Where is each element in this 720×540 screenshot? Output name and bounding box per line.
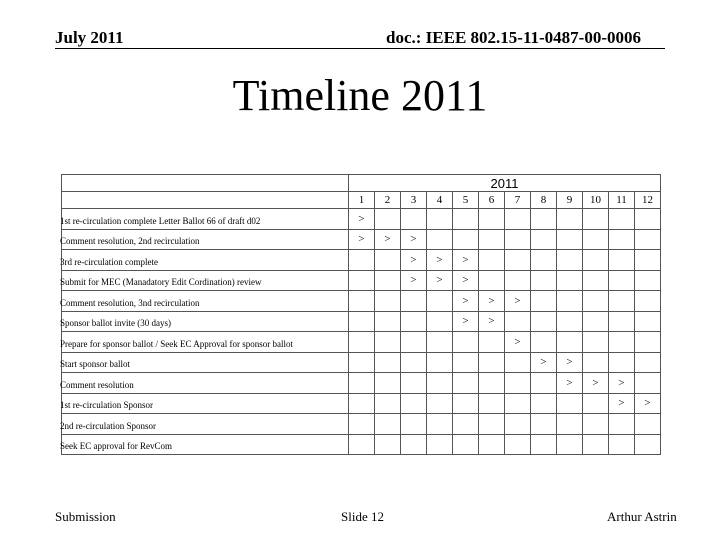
month-cell [609, 270, 635, 291]
month-cell [557, 270, 583, 291]
month-cell [375, 291, 401, 312]
month-cell [635, 229, 661, 250]
month-cell [349, 311, 375, 332]
month-header-11: 11 [609, 192, 635, 209]
month-cell: > [401, 250, 427, 271]
month-cell [583, 393, 609, 414]
month-cell [401, 352, 427, 373]
month-cell [453, 393, 479, 414]
task-label: 1st re-circulation Sponsor [60, 400, 153, 410]
month-cell [531, 311, 557, 332]
month-cell [583, 291, 609, 312]
month-cell: > [479, 311, 505, 332]
month-header-7: 7 [505, 192, 531, 209]
month-cell [453, 332, 479, 353]
month-cell [479, 332, 505, 353]
month-header-5: 5 [453, 192, 479, 209]
header-doc-id: doc.: IEEE 802.15-11-0487-00-0006 [386, 28, 641, 47]
month-cell: > [453, 291, 479, 312]
month-cell [531, 434, 557, 455]
month-cell [635, 209, 661, 230]
month-cell [401, 291, 427, 312]
slide-title: Timeline 2011 [232, 71, 488, 120]
task-label: Submit for MEC (Manadatory Edit Cordination) review [60, 277, 262, 287]
task-label: Prepare for sponsor ballot / Seek EC Approval for sponsor ballot [60, 338, 293, 349]
month-cell [349, 270, 375, 291]
month-cell: > [427, 270, 453, 291]
month-cell [531, 393, 557, 414]
month-blank-cell [62, 192, 349, 209]
month-cell [401, 373, 427, 394]
month-cell [635, 434, 661, 455]
month-cell [505, 209, 531, 230]
footer-author: Arthur Astrin [607, 509, 677, 524]
month-header-2: 2 [375, 192, 401, 209]
month-cell [583, 414, 609, 435]
month-cell [531, 270, 557, 291]
month-cell [609, 414, 635, 435]
table-row [62, 352, 661, 373]
header-blank-cell [62, 175, 349, 192]
month-cell [505, 414, 531, 435]
month-cell [557, 434, 583, 455]
month-cell: > [453, 311, 479, 332]
month-cell: > [401, 229, 427, 250]
task-label: Comment resolution, 3nd recirculation [60, 297, 200, 308]
task-label: Comment resolution, 2nd recirculation [60, 236, 200, 246]
table-row [62, 209, 661, 230]
month-cell [427, 291, 453, 312]
month-cell [609, 291, 635, 312]
task-cell [62, 393, 349, 414]
month-cell [479, 229, 505, 250]
month-cell: > [349, 229, 375, 250]
month-cell [557, 393, 583, 414]
task-cell [62, 373, 349, 394]
task-label: 3rd re-circulation complete [60, 256, 158, 267]
month-cell [583, 434, 609, 455]
task-cell [62, 250, 349, 271]
month-cell [583, 250, 609, 271]
month-cell [401, 414, 427, 435]
month-cell [505, 352, 531, 373]
month-cell [375, 209, 401, 230]
month-cell [635, 373, 661, 394]
month-cell [401, 311, 427, 332]
month-cell [479, 270, 505, 291]
table-row [62, 393, 661, 414]
month-cell [401, 393, 427, 414]
table-row [62, 229, 661, 250]
month-cell: > [531, 352, 557, 373]
month-cell [453, 229, 479, 250]
month-cell [505, 434, 531, 455]
month-cell [349, 434, 375, 455]
month-cell: > [583, 373, 609, 394]
task-label: 2nd re-circulation Sponsor [60, 420, 156, 431]
month-cell [479, 209, 505, 230]
table-row [62, 291, 661, 312]
month-cell [375, 352, 401, 373]
task-label: Sponsor ballot invite (30 days) [60, 318, 171, 328]
month-cell [427, 311, 453, 332]
month-cell [505, 229, 531, 250]
month-cell [375, 332, 401, 353]
month-cell [427, 373, 453, 394]
month-cell [583, 209, 609, 230]
table-row [62, 373, 661, 394]
month-cell [635, 270, 661, 291]
month-cell: > [401, 270, 427, 291]
month-cell [557, 332, 583, 353]
table-row [62, 414, 661, 435]
month-cell [609, 250, 635, 271]
month-cell [479, 250, 505, 271]
month-header-10: 10 [583, 192, 609, 209]
header-date: July 2011 [55, 28, 124, 47]
month-cell [505, 393, 531, 414]
table-row [62, 311, 661, 332]
month-cell [375, 270, 401, 291]
year-header: 2011 [349, 175, 661, 192]
month-cell: > [479, 291, 505, 312]
month-cell [583, 229, 609, 250]
footer-submission: Submission [55, 509, 116, 524]
task-label: Seek EC approval for RevCom [60, 441, 172, 451]
table-row [62, 270, 661, 291]
month-cell [557, 414, 583, 435]
month-cell [557, 250, 583, 271]
month-cell [427, 209, 453, 230]
month-cell [479, 414, 505, 435]
month-cell [349, 414, 375, 435]
month-cell [375, 373, 401, 394]
month-cell [609, 352, 635, 373]
month-header-6: 6 [479, 192, 505, 209]
month-cell: > [609, 373, 635, 394]
month-header-9: 9 [557, 192, 583, 209]
month-cell [635, 311, 661, 332]
task-cell [62, 270, 349, 291]
month-cell [453, 373, 479, 394]
month-cell [583, 270, 609, 291]
month-header-12: 12 [635, 192, 661, 209]
month-cell [453, 352, 479, 373]
month-cell: > [505, 291, 531, 312]
month-cell: > [375, 229, 401, 250]
task-cell [62, 434, 349, 455]
month-cell [609, 209, 635, 230]
month-cell: > [609, 393, 635, 414]
month-cell [401, 332, 427, 353]
month-cell [531, 250, 557, 271]
month-cell [583, 352, 609, 373]
task-cell [62, 352, 349, 373]
month-cell: > [453, 270, 479, 291]
task-cell [62, 414, 349, 435]
month-cell [453, 209, 479, 230]
task-cell [62, 311, 349, 332]
month-cell [609, 311, 635, 332]
month-cell [479, 373, 505, 394]
month-cell [453, 414, 479, 435]
month-cell [609, 229, 635, 250]
task-label: Comment resolution [60, 379, 134, 390]
month-cell [505, 270, 531, 291]
month-cell [635, 352, 661, 373]
month-cell [531, 229, 557, 250]
month-cell [609, 332, 635, 353]
month-cell [479, 352, 505, 373]
month-cell [531, 332, 557, 353]
month-cell [505, 311, 531, 332]
month-cell [349, 291, 375, 312]
month-cell [375, 311, 401, 332]
month-cell: > [453, 250, 479, 271]
month-cell [427, 352, 453, 373]
month-header-1: 1 [349, 192, 375, 209]
task-cell [62, 229, 349, 250]
month-cell [401, 434, 427, 455]
month-cell [531, 291, 557, 312]
month-cell [531, 414, 557, 435]
table-row [62, 332, 661, 353]
month-cell [479, 393, 505, 414]
month-cell [583, 311, 609, 332]
month-cell [349, 352, 375, 373]
month-header-4: 4 [427, 192, 453, 209]
month-cell [557, 209, 583, 230]
month-cell [427, 414, 453, 435]
month-header-3: 3 [401, 192, 427, 209]
month-cell [505, 250, 531, 271]
month-cell [453, 434, 479, 455]
month-cell [401, 209, 427, 230]
month-header-row [62, 192, 661, 209]
month-cell: > [349, 209, 375, 230]
task-label: 1st re-circulation complete Letter Ballot 66 of draft d02 [60, 215, 261, 226]
month-cell [531, 373, 557, 394]
month-cell [375, 414, 401, 435]
month-cell [609, 434, 635, 455]
month-cell [349, 373, 375, 394]
month-cell [557, 229, 583, 250]
month-cell [375, 250, 401, 271]
month-cell: > [505, 332, 531, 353]
year-header-row [62, 175, 661, 192]
month-cell [479, 434, 505, 455]
month-cell: > [557, 352, 583, 373]
month-cell [557, 291, 583, 312]
month-cell [557, 311, 583, 332]
month-cell [427, 229, 453, 250]
month-cell [349, 250, 375, 271]
month-cell [635, 250, 661, 271]
month-cell: > [635, 393, 661, 414]
timeline-table [61, 174, 661, 455]
month-cell [427, 332, 453, 353]
month-cell [635, 291, 661, 312]
header-rule [55, 48, 665, 49]
task-cell [62, 209, 349, 230]
month-cell [531, 209, 557, 230]
task-label: Start sponsor ballot [60, 359, 130, 369]
month-cell [375, 434, 401, 455]
month-header-8: 8 [531, 192, 557, 209]
month-cell [349, 393, 375, 414]
task-cell [62, 291, 349, 312]
month-cell [583, 332, 609, 353]
table-row [62, 434, 661, 455]
month-cell: > [557, 373, 583, 394]
month-cell [427, 434, 453, 455]
month-cell [505, 373, 531, 394]
month-cell: > [427, 250, 453, 271]
month-cell [635, 414, 661, 435]
month-cell [349, 332, 375, 353]
month-cell [635, 332, 661, 353]
task-cell [62, 332, 349, 353]
month-cell [427, 393, 453, 414]
month-cell [375, 393, 401, 414]
table-row [62, 250, 661, 271]
footer-slide-number: Slide 12 [341, 509, 384, 524]
